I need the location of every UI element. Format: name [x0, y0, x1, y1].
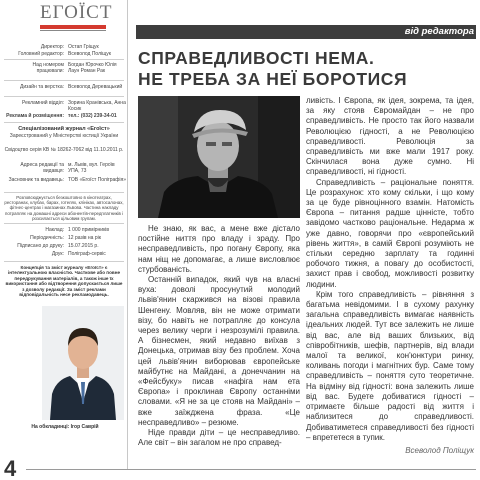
section-label: від редактора [404, 26, 474, 37]
certificate-note: Свідоцтво серія КВ № 18262-7062 від 11.10.2011 р. [4, 147, 124, 153]
distribution-note: Розповсюджується безкоштовно в кінотеатрах, ресторанах, клубах, барах, готелях, клініках, автосалонах, фітнес-центрах і магазинах Львова. Частина накладу потрапляє на домашні адреси абонентів-передплатників і розсилається цільовим групам. [4, 195, 124, 221]
article-paragraph: ливість. І Європа, як ідея, зокрема, та ідея, за яку стояв Євромайдан – не про справедливість. Не просто так його назвали Революцією гідності, а не Революцією справедливості. Революція за справедливість ми вже мали 1917 року. Скінчилася вона дуже сумно. Ні справедливості, ні гідності. [306, 96, 474, 177]
article-paragraph: Останній випадок, який чув на власні вуха: доволі просунутий молодий львів'янин скаржився на візові правила Шенгену. Мовляв, він не може отримати візу, бо навіть не потрапляє до консула через велику черги і незрозумілі правила. А бізнесмен, який недавно виїхав з Донецька, отримав візу без проблем. Хоча цей львів'янин виборював європейське майбутнє на Майдані, а донеччанин на «Фейсбуку» писав «нафіга нам ета Європа» і проклинав Європу останніми словами. «Я не за це стояв на Майдані» – вже заїжджена фраза. «Це несправедливо» – резюме. [138, 275, 300, 427]
copyright-disclaimer: Концепція та зміст журналу «Егоїст» є інтелектуальною власністю. Часткове або повне передрукування матеріалів, а також інше їх використання або відтворення допускається лише з дозволу редакції. За зміст реклами відповідальність несе рекламодавець. [5, 265, 123, 298]
editor-photo [138, 96, 300, 218]
registration-note: Зареєстрований у Міністерстві юстиції України [9, 133, 119, 139]
imprint-divider [4, 59, 124, 60]
article-column-left [138, 224, 300, 448]
article-headline-line2: НЕ ТРЕБА ЗА НЕЇ БОРОТИСЯ [138, 69, 408, 89]
cover-caption: На обкладинці: Ігор Саврій [31, 424, 99, 430]
imprint-divider [4, 223, 124, 224]
logo-divider [40, 30, 106, 31]
cover-person-photo [42, 306, 124, 420]
page-number: 4 [4, 456, 17, 480]
article-headline-line1: СПРАВЕДЛИВОСТІ НЕМА. [138, 48, 375, 68]
imprint-divider [4, 96, 124, 97]
article-paragraph: Не знаю, як вас, а мене вже дістало постійне ниття про владу і зраду. Про несправедливість, про погану Європу, яка нам ніщ не допомагає, а лише висловлює стурбованість. [138, 224, 300, 274]
footer-rule [26, 469, 476, 470]
magazine-logo: ЕГОЇСТ [40, 2, 113, 23]
article-column-right [306, 96, 474, 443]
article-paragraph: Ніде правди діти – це несправедливо. Але світ – він загалом не про справед- [138, 428, 300, 448]
imprint-sidebar: ЕГОЇСТ Директор: Остап Гріщук Головний редактор: Всеволод Поліщук Над номером працювали: Богдан Юрочко Юлія Лаун Роман Рак Дизайн та верстка: Всеволод Деревацький Рекламний відділ: Зорина Кранівська, Анна Косик Реклама й розміщення: тел.: (032) 239-34-01 Спеціалізований журнал «Егоїст» Зареєстрований у Міністерстві юстиції України Свідоцтво серія КВ № 18262-7062 від 11.10.2011 р. Адреса редакції та видавця: м. Львів, вул. Героїв УПА, 73 Засновник та видавець: ТОВ «Егоїст Поліграфія» Розповсюджується безкоштовно в кінотеатрах, ресторанах, клубах, барах, готелях, клініках, автосалонах, фітнес-центрах і магазинах Львова. Частина накладу потрапляє на домашні адреси абонентів-передплатників і розсилається цільовим групам. Наклад: 1 000 примірників Періодичність: 12 разів на рік Підписано до друку: 15.07.2015 р. Друк: Поліграф-сервіс Концепція та зміст журналу «Егоїст» є інтелектуальною власністю. Часткове або повне передрукування матеріалів, а також інше їх використання або відтворення допускається лише з дозволу редакції. За зміст реклами відповідальність несе рекламодавець. На обкладинці: Ігор Саврій [0, 0, 128, 470]
article-paragraph: Справедливість – раціональне поняття. Це розрахунок: хто кому скільки, і що кому за це буде рівноцінного взамін. Натомість Європа – питання радше цінністе, тобто завідомо частково раціональне. Недарма ж уже давно, говорячи про «європейський рівень життя», в самій Європі розуміють не стільки середню зарплату та годинні робочого тижня, а повагу до особистості, захист прав і свобод, можливості розвитку людини. [306, 177, 474, 289]
author-signature: Всеволод Поліщук [405, 446, 474, 455]
man-portrait-illustration [42, 306, 124, 420]
imprint-divider [4, 261, 124, 262]
imprint-divider [4, 192, 124, 193]
logo-accent-bar [40, 25, 106, 29]
journal-name: Спеціалізований журнал «Егоїст» [18, 126, 110, 132]
editor-portrait-illustration [138, 96, 300, 218]
article-paragraph: Крім того справедливість – рівняння з багатьма невідомими. І в сухому рахунку загальна справедливість вимагає наявність ідеальних людей. Тут все залежить не лише від вас, але від ваших близьких, від співробітників, шефів, партнерів, від влади малої та великої, кон'юнктури ринку, коливань погоди і магнітних бур. Саме тому справедливість – поняття суто теоретичне. На відміну від гідності: вона залежить лише від вас. Будете добиватися гідності – отримаєте більше радості від життя і наблизитеся до справедливості. Добиватиметеся справедливості без гідності – впрететеся в тупик. [306, 289, 474, 442]
imprint-divider [4, 80, 124, 81]
imprint-divider [4, 122, 124, 123]
